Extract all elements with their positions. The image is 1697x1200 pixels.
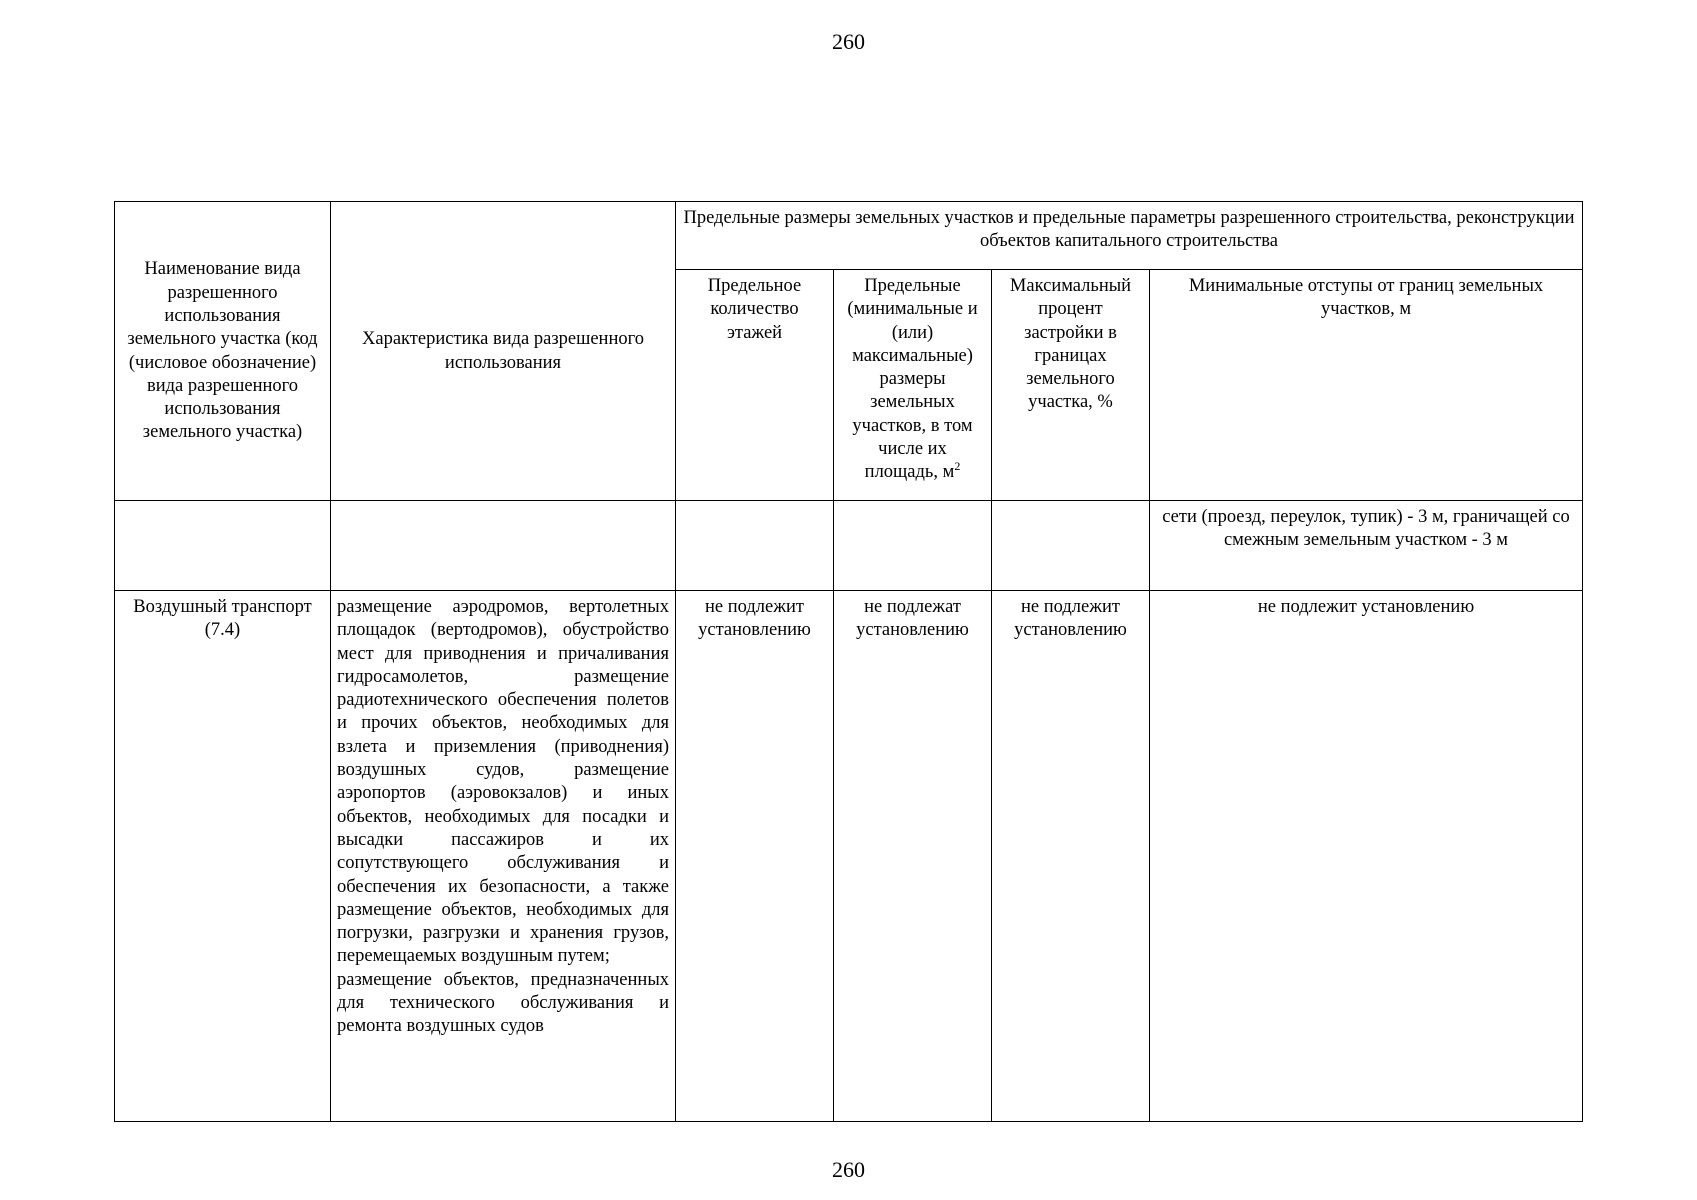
table-header-row <box>115 202 1583 270</box>
characteristic-paragraph: размещение аэродромов, вертолетных площадок (вертодромов), обустройство мест для приводнения и причаливания гидросамолетов, размещение радиотехнического обеспечения полетов и прочих объектов, необходимых для взлета и приземления (приводнения) воздушных судов, размещение аэропортов (аэровокзалов) и иных объектов, необходимых для посадки и высадки пассажиров и их сопутствующего обслуживания и обеспечения их безопасности, а также размещение объектов, необходимых для погрузки, разгрузки и хранения грузов, перемещаемых воздушным путем; <box>337 597 669 967</box>
header-use-name: Наименование вида разрешенного использования земельного участка (код (числовое обозначение) вида разрешенного использования земельного участка) <box>115 202 331 501</box>
page-number-top: 260 <box>832 29 865 54</box>
table-row <box>115 501 1583 591</box>
table-cell-floors: не подлежит установлению <box>676 591 834 1122</box>
table-cell-empty <box>115 501 331 591</box>
land-use-regulations-table <box>114 201 1583 1122</box>
table-cell-empty <box>834 501 992 591</box>
header-use-characteristic: Характеристика вида разрешенного использования <box>331 202 676 501</box>
table-cell-setbacks: не подлежит установлению <box>1150 591 1583 1122</box>
table-cell-empty <box>992 501 1150 591</box>
table-row <box>115 591 1583 1122</box>
table-cell-characteristic <box>331 591 676 1122</box>
header-limits-group: Предельные размеры земельных участков и предельные параметры разрешенного строительства, реконструкции объектов капитального строительства <box>676 202 1583 270</box>
table-cell-plot-sizes: не подлежат установлению <box>834 591 992 1122</box>
header-build-percent: Максимальный процент застройки в границах земельного участка, % <box>992 270 1150 501</box>
table-cell-build-percent: не подлежит установлению <box>992 591 1150 1122</box>
header-setbacks: Минимальные отступы от границ земельных участков, м <box>1150 270 1583 501</box>
page-number-bottom: 260 <box>832 1157 865 1182</box>
table-cell-empty <box>331 501 676 591</box>
table-cell-use-name: Воздушный транспорт (7.4) <box>115 591 331 1122</box>
table-cell-empty <box>676 501 834 591</box>
header-plot-sizes-sup: 2 <box>954 459 961 474</box>
header-floors: Предельное количество этажей <box>676 270 834 501</box>
characteristic-paragraph: размещение объектов, предназначенных для технического обслуживания и ремонта воздушных судов <box>337 969 669 1037</box>
table-cell-setbacks-continued: сети (проезд, переулок, тупик) - 3 м, граничащей со смежным земельным участком - 3 м <box>1150 501 1583 591</box>
header-plot-sizes <box>834 270 992 501</box>
header-plot-sizes-text: Предельные (минимальные и (или) максимальные) размеры земельных участков, в том числе их площадь, м <box>847 276 978 483</box>
